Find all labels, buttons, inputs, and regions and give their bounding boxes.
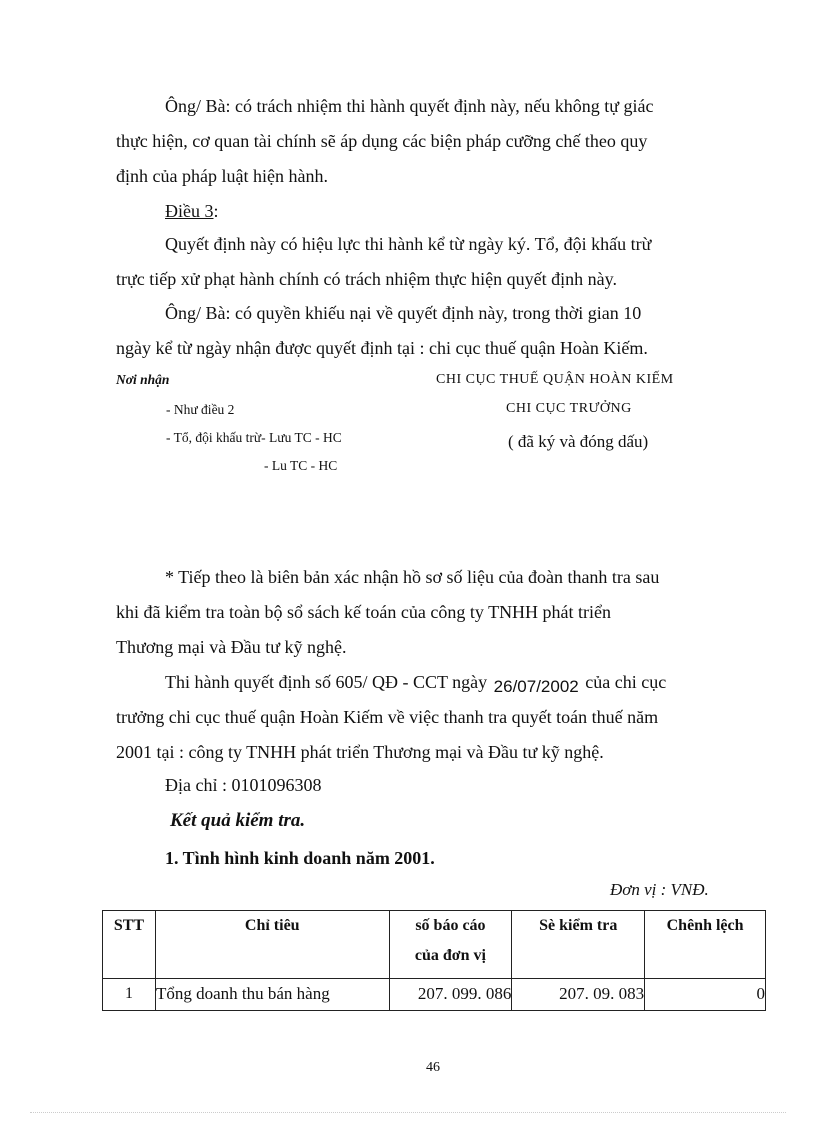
paragraph-3-line-2: ngày kể từ ngày nhận được quyết định tại : chi cục thuế quận Hoàn Kiếm.: [116, 338, 648, 358]
unit-label: Đơn vị : VNĐ.: [610, 880, 709, 899]
article-3-label: Điều 3: [165, 201, 214, 221]
address-line: Địa chỉ : 0101096308: [165, 775, 322, 795]
row-chenh-lech: 0: [645, 979, 766, 1011]
recipient-item-1: - Như điều 2: [166, 402, 235, 417]
paragraph-5-line-1: [165, 672, 667, 696]
signature-note: ( đã ký và đóng dấu): [508, 432, 649, 451]
header-se-kiem-tra: Sè kiểm tra: [512, 911, 645, 979]
header-so-bao-cao: [389, 911, 512, 979]
paragraph-2-line-2: trực tiếp xử phạt hành chính có trách nhiệm thực hiện quyết định này.: [116, 269, 617, 289]
signature-office: CHI CỤC THUẾ QUẬN HOÀN KIẾM: [436, 372, 674, 387]
paragraph-3-line-1: Ông/ Bà: có quyền khiếu nại về quyết định này, trong thời gian 10: [165, 303, 642, 323]
paragraph-1-line-2: thực hiện, cơ quan tài chính sẽ áp dụng các biện pháp cưỡng chế theo quy: [116, 131, 648, 151]
recipients-label: Nơi nhận: [116, 372, 170, 387]
page-bottom-divider: [30, 1112, 786, 1113]
paragraph-4-line-1: * Tiếp theo là biên bản xác nhận hồ sơ số liệu của đoàn thanh tra sau: [165, 567, 660, 587]
header-chenh-lech: Chênh lệch: [645, 911, 766, 979]
paragraph-1-line-1: Ông/ Bà: có trách nhiệm thi hành quyết định này, nếu không tự giác: [165, 96, 654, 116]
signature-title: CHI CỤC TRƯỞNG: [506, 401, 632, 416]
row-chi-tieu: Tổng doanh thu bán hàng: [155, 979, 389, 1011]
recipient-item-3: - Lu TC - HC: [264, 458, 338, 473]
recipient-item-2: - Tổ, đội khấu trừ- Lưu TC - HC: [166, 430, 342, 445]
paragraph-5-line-3: 2001 tại : công ty TNHH phát triển Thương mại và Đầu tư kỹ nghệ.: [116, 742, 604, 762]
paragraph-2-line-1: Quyết định này có hiệu lực thi hành kể từ ngày ký. Tổ, đội khấu trừ: [165, 234, 652, 254]
row-so-bao-cao: 207. 099. 086: [389, 979, 512, 1011]
business-results-table: [102, 910, 766, 1011]
paragraph-4-line-3: Thương mại và Đầu tư kỹ nghệ.: [116, 637, 347, 657]
paragraph-4-line-2: khi đã kiểm tra toàn bộ sổ sách kế toán của công ty TNHH phát triển: [116, 602, 612, 622]
header-so-bao-cao-line-2: của đơn vị: [414, 947, 486, 964]
article-3-colon: :: [213, 201, 219, 221]
paragraph-5-text-b: của chi cục: [585, 672, 667, 692]
article-3-heading: [165, 201, 219, 222]
paragraph-5-line-2: trưởng chi cục thuế quận Hoàn Kiếm về việc thanh tra quyết toán thuế năm: [116, 707, 659, 727]
table-header-row: [103, 911, 766, 979]
table-row: [103, 979, 766, 1011]
section-1-heading: 1. Tình hình kinh doanh năm 2001.: [165, 848, 435, 868]
header-chi-tieu: Chỉ tiêu: [155, 911, 389, 979]
paragraph-5-text-a: Thi hành quyết định số 605/ QĐ - CCT ngày: [165, 672, 488, 692]
decision-date: 26/07/2002: [493, 677, 579, 696]
paragraph-1-line-3: định của pháp luật hiện hành.: [116, 166, 328, 186]
page-number: 46: [426, 1060, 440, 1075]
header-stt: STT: [103, 911, 156, 979]
row-kiem-tra: 207. 09. 083: [512, 979, 645, 1011]
row-stt: 1: [103, 979, 156, 1011]
header-so-bao-cao-line-1: số báo cáo: [415, 917, 486, 934]
result-heading: Kết quả kiểm tra.: [170, 810, 306, 831]
